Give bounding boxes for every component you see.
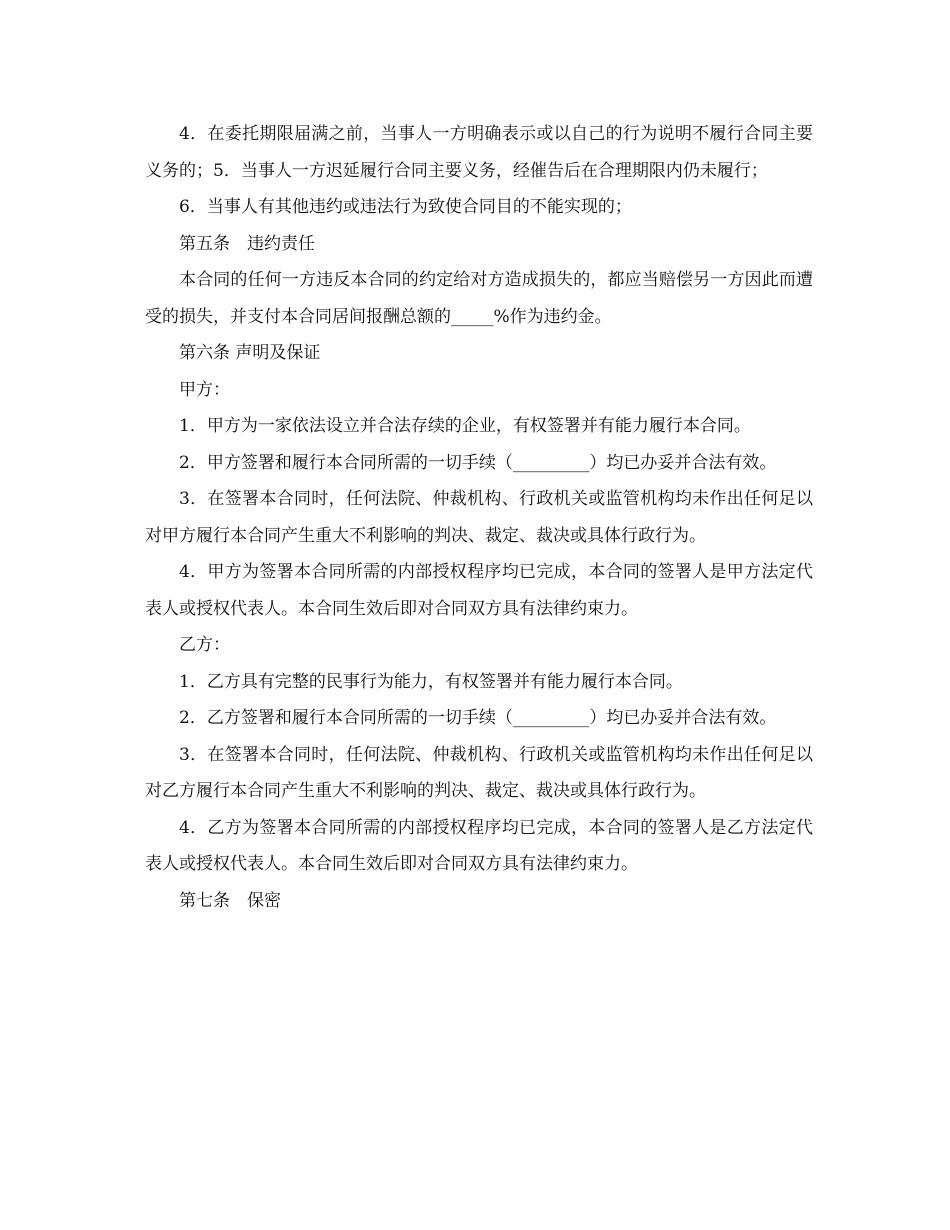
document-body	[145, 116, 813, 919]
party-a-item-2: 2．甲方签署和履行本合同所需的一切手续（_________）均已办妥并合法有效。	[179, 452, 777, 473]
party-a-item-1: 1．甲方为一家依法设立并合法存续的企业，有权签署并有能力履行本合同。	[179, 416, 751, 436]
party-b-item-1: 1．乙方具有完整的民事行为能力，有权签署并有能力履行本合同。	[179, 671, 683, 692]
paragraph-clause-6: 6．当事人有其他违约或违法行为致使合同目的不能实现的；	[179, 197, 632, 217]
section-heading-article-6: 第六条 声明及保证	[179, 343, 321, 363]
party-b-label: 乙方：	[179, 635, 230, 655]
party-b-item-2: 2．乙方签署和履行本合同所需的一切手续（_________）均已办妥并合法有效。	[179, 708, 777, 728]
paragraph-clause-4-5: 4．在委托期限届满之前，当事人一方明确表示或以自己的行为说明不履行合同主要义务的；5．当事人一方迟延履行合同主要义务，经催告后在合理期限内仍未履行；	[145, 124, 813, 181]
section-heading-article-7: 第七条 保密	[179, 890, 281, 911]
paragraph-liability: 本合同的任何一方违反本合同的约定给对方造成损失的，都应当赔偿另一方因此而遭受的损失，并支付本合同居间报酬总额的_____%作为违约金。	[145, 270, 813, 327]
party-b-item-4: 4．乙方为签署本合同所需的内部授权程序均已完成，本合同的签署人是乙方法定代表人或授权代表人。本合同生效后即对合同双方具有法律约束力。	[145, 817, 813, 874]
party-b-item-3: 3．在签署本合同时，任何法院、仲裁机构、行政机关或监管机构均未作出任何足以对乙方履行本合同产生重大不利影响的判决、裁定、裁决或具体行政行为。	[145, 744, 813, 801]
party-a-item-3: 3．在签署本合同时，任何法院、仲裁机构、行政机关或监管机构均未作出任何足以对甲方履行本合同产生重大不利影响的判决、裁定、裁决或具体行政行为。	[145, 489, 813, 546]
party-a-item-4: 4．甲方为签署本合同所需的内部授权程序均已完成，本合同的签署人是甲方法定代表人或授权代表人。本合同生效后即对合同双方具有法律约束力。	[145, 562, 813, 619]
party-a-label: 甲方：	[179, 379, 230, 400]
section-heading-article-5: 第五条 违约责任	[179, 233, 315, 254]
